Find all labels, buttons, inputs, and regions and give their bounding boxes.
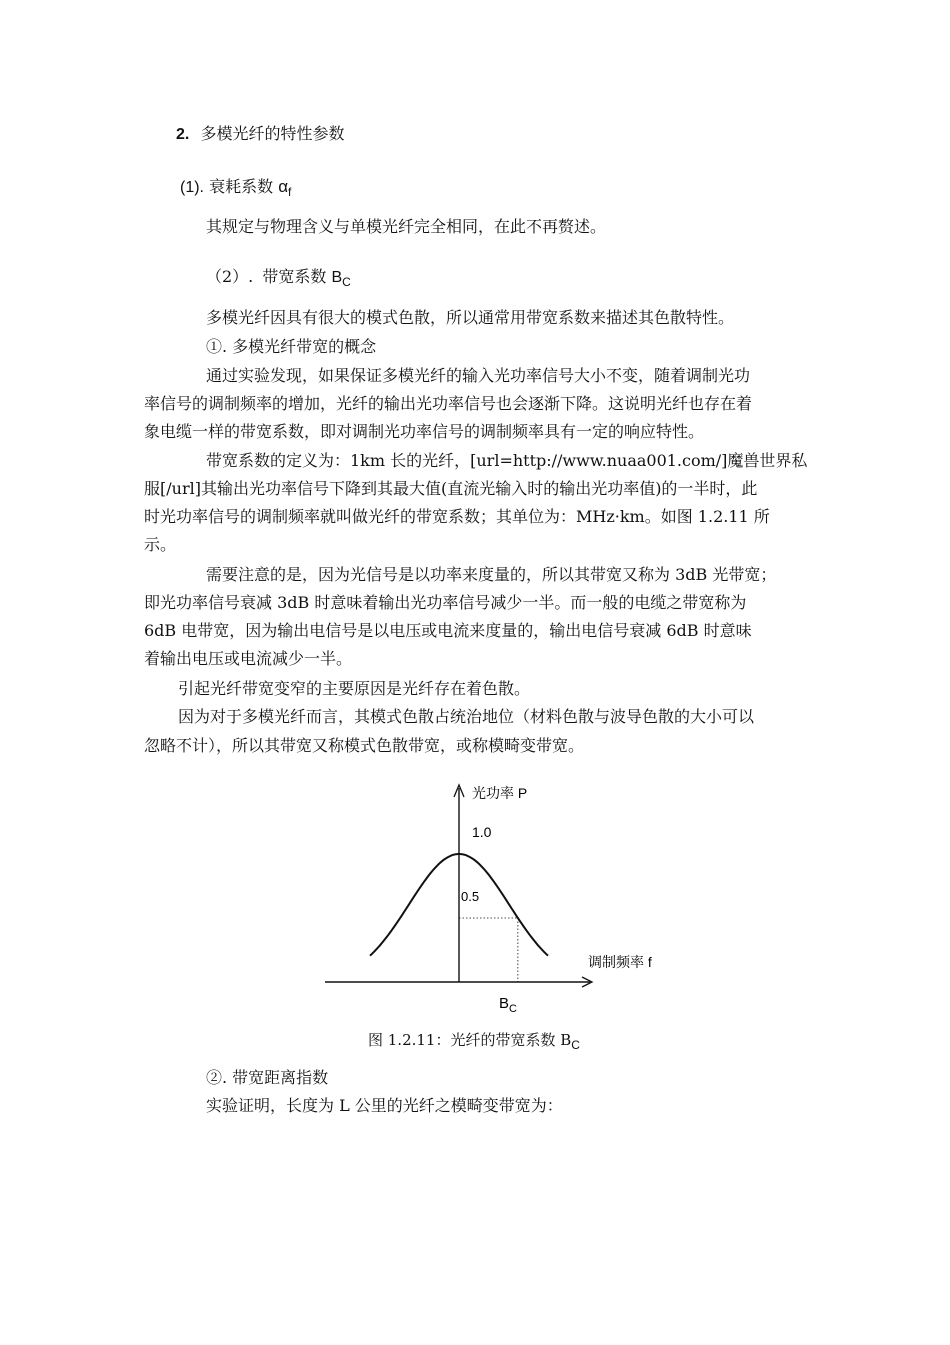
para2-line: 时光功率信号的调制频率就叫做光纤的带宽系数；其单位为：MHz·km。如图 1.2.11 所 [144,507,770,526]
bc-marker-symbol: B [499,995,510,1012]
subsection-2-intro: 多模光纤因具有很大的模式色散，所以通常用带宽系数来描述其色散特性。 [206,308,735,327]
subsection-1-label: (1). [180,179,204,196]
subsection-1-title: 衰耗系数 [209,177,274,196]
bc-symbol: B [331,269,343,286]
subsection-1-text: 其规定与物理含义与单模光纤完全相同，在此不再赘述。 [206,217,607,236]
para2-line: 带宽系数的定义为：1km 长的光纤，[url=http://www.nuaa001.com/]魔兽世界私 [206,451,808,470]
figure-caption-subscript: C [571,1038,580,1052]
y-tick-1: 1.0 [472,824,492,840]
bc-marker-subscript: C [509,1003,517,1015]
section-number: 2. [176,126,190,143]
para3-line: 6dB 电带宽，因为输出电信号是以电压或电流来度量的，输出电信号衰减 6dB 时意味 [144,621,752,640]
bandwidth-figure [300,770,680,1030]
x-axis-label: 调制频率 f [588,954,652,970]
para3-line: 需要注意的是，因为光信号是以功率来度量的，所以其带宽又称为 3dB 光带宽； [206,565,777,584]
figure-caption [368,1030,580,1050]
para5-line: 因为对于多模光纤而言，其模式色散占统治地位（材料色散与波导色散的大小可以 [178,707,755,726]
para2-line: 示。 [144,535,177,554]
alpha-subscript: f [288,185,292,199]
para4: 引起光纤带宽变窄的主要原因是光纤存在着色散。 [178,679,531,698]
section-heading [176,124,344,145]
para2-line: 服[/url]其输出光功率信号下降到其最大值(直流光输入时的输出光功率值)的一半时，此 [144,479,758,498]
subsection-1-heading [180,177,291,198]
subsection-2-title: 带宽系数 [262,267,327,286]
subsection-2-heading [206,267,351,288]
para1-line: 率信号的调制频率的增加，光纤的输出光功率信号也会逐渐下降。这说明光纤也存在着 [144,394,753,413]
bc-marker-label [499,995,517,1015]
alpha-symbol: α [278,177,289,196]
bandwidth-chart [300,770,680,1030]
distance-text: 实验证明，长度为 L 公里的光纤之模畸变带宽为： [206,1096,563,1115]
section-title: 多模光纤的特性参数 [200,124,345,143]
para1-line: 象电缆一样的带宽系数，即对调制光功率信号的调制频率具有一定的响应特性。 [144,422,705,441]
y-axis-label: 光功率 P [472,785,528,801]
figure-caption-text: 图 1.2.11：光纤的带宽系数 B [368,1031,572,1049]
para3-line: 着输出电压或电流减少一半。 [144,649,353,668]
para3-line: 即光功率信号衰减 3dB 时意味着输出光功率信号减少一半。而一般的电缆之带宽称为 [144,593,747,612]
bc-subscript: C [342,275,351,289]
distance-heading: ②. 带宽距离指数 [206,1068,329,1087]
subsection-2-label: （2）. [206,267,254,286]
y-tick-0-5: 0.5 [461,889,480,904]
para1-line: 通过实验发现，如果保证多模光纤的输入光功率信号大小不变，随着调制光功 [206,366,751,385]
para5-line: 忽略不计），所以其带宽又称模式色散带宽，或称模畸变带宽。 [144,736,585,755]
concept-heading: ①. 多模光纤带宽的概念 [206,337,377,356]
